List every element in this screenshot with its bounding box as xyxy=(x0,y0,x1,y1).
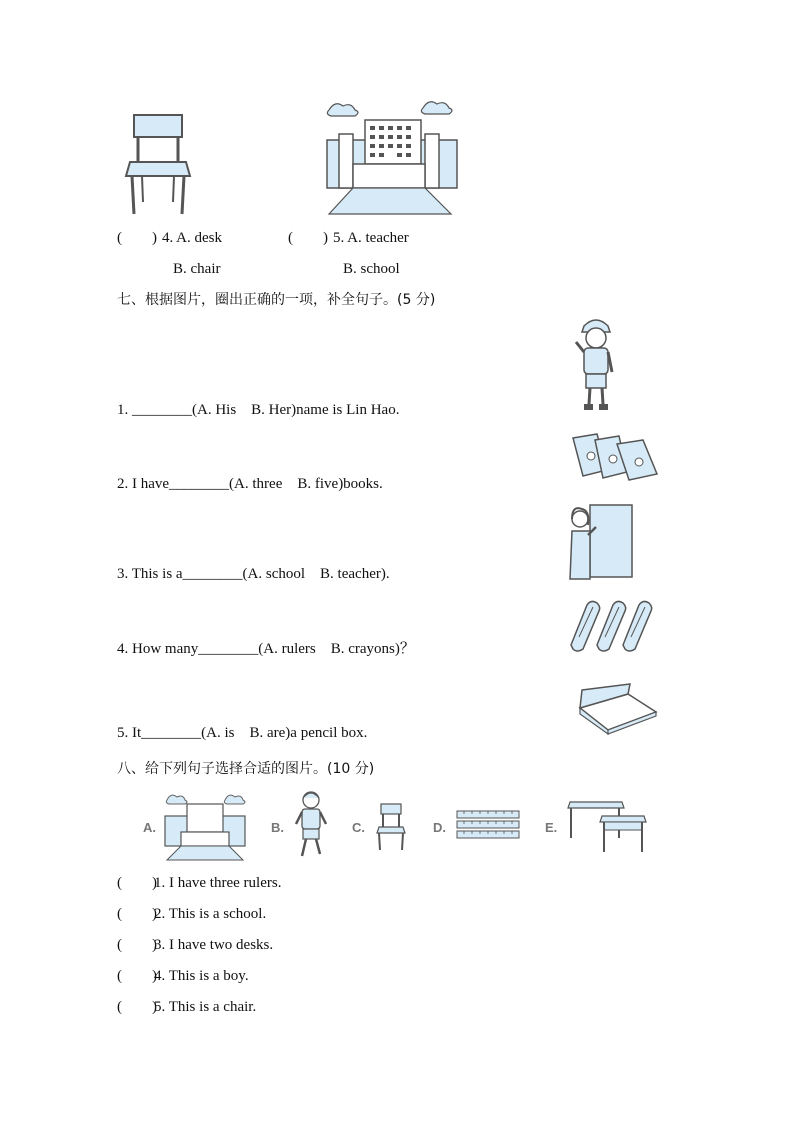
option-c-label: C. xyxy=(352,820,365,835)
s8-item-1-text: 1. I have three rulers. xyxy=(154,875,282,891)
s8-item-2-text: 2. This is a school. xyxy=(154,906,267,922)
s7-item-5: 5. It________(A. is B. are)a pencil box. xyxy=(117,725,368,741)
option-d-label: D. xyxy=(433,820,446,835)
section7-heading: 七、根据图片，圈出正确的一项，补全句子。(5 分) xyxy=(117,292,436,308)
s8-item-4-paren[interactable]: ( ) xyxy=(117,968,157,984)
s8-item-4-text: 4. This is a boy. xyxy=(154,968,249,984)
option-b-label: B. xyxy=(271,820,284,835)
q4-paren[interactable]: ( ) xyxy=(117,230,157,246)
s7-item-4: 4. How many________(A. rulers B. crayons)？ xyxy=(117,641,415,657)
option-a-label: A. xyxy=(143,820,156,835)
s7-item-2: 2. I have________(A. three B. five)books. xyxy=(117,476,383,492)
s8-item-1-paren[interactable]: ( ) xyxy=(117,875,157,891)
option-e-label: E. xyxy=(545,820,558,835)
desks-option-icon xyxy=(566,798,648,854)
chair-picture xyxy=(124,112,194,218)
teacher-picture xyxy=(570,503,634,579)
boy-option-icon xyxy=(293,790,329,862)
s8-item-5-text: 5. This is a chair. xyxy=(154,999,257,1015)
q4-option-a: 4. A. desk xyxy=(162,230,222,246)
s8-item-5-paren[interactable]: ( ) xyxy=(117,999,157,1015)
q5-option-b: B. school xyxy=(343,261,400,277)
pencil-box-picture xyxy=(574,682,658,734)
school-option-icon xyxy=(163,790,247,862)
s8-item-2-paren[interactable]: ( ) xyxy=(117,906,157,922)
s8-item-3-text: 3. I have two desks. xyxy=(154,937,274,953)
books-picture xyxy=(571,432,659,482)
section8-heading: 八、给下列句子选择合适的图片。(10 分) xyxy=(117,761,375,777)
rulers-picture xyxy=(567,597,651,653)
boy-picture xyxy=(574,316,618,412)
s7-item-3: 3. This is a________(A. school B. teacher). xyxy=(117,566,390,582)
school-picture xyxy=(325,98,459,216)
q5-paren[interactable]: ( ) xyxy=(288,230,328,246)
rulers-option-icon xyxy=(456,810,520,840)
s8-item-3-paren[interactable]: ( ) xyxy=(117,937,157,953)
chair-option-icon xyxy=(375,803,407,851)
s7-item-1: 1. ________(A. His B. Her)name is Lin Hao. xyxy=(117,402,400,418)
q5-option-a: 5. A. teacher xyxy=(333,230,409,246)
q4-option-b: B. chair xyxy=(173,261,221,277)
